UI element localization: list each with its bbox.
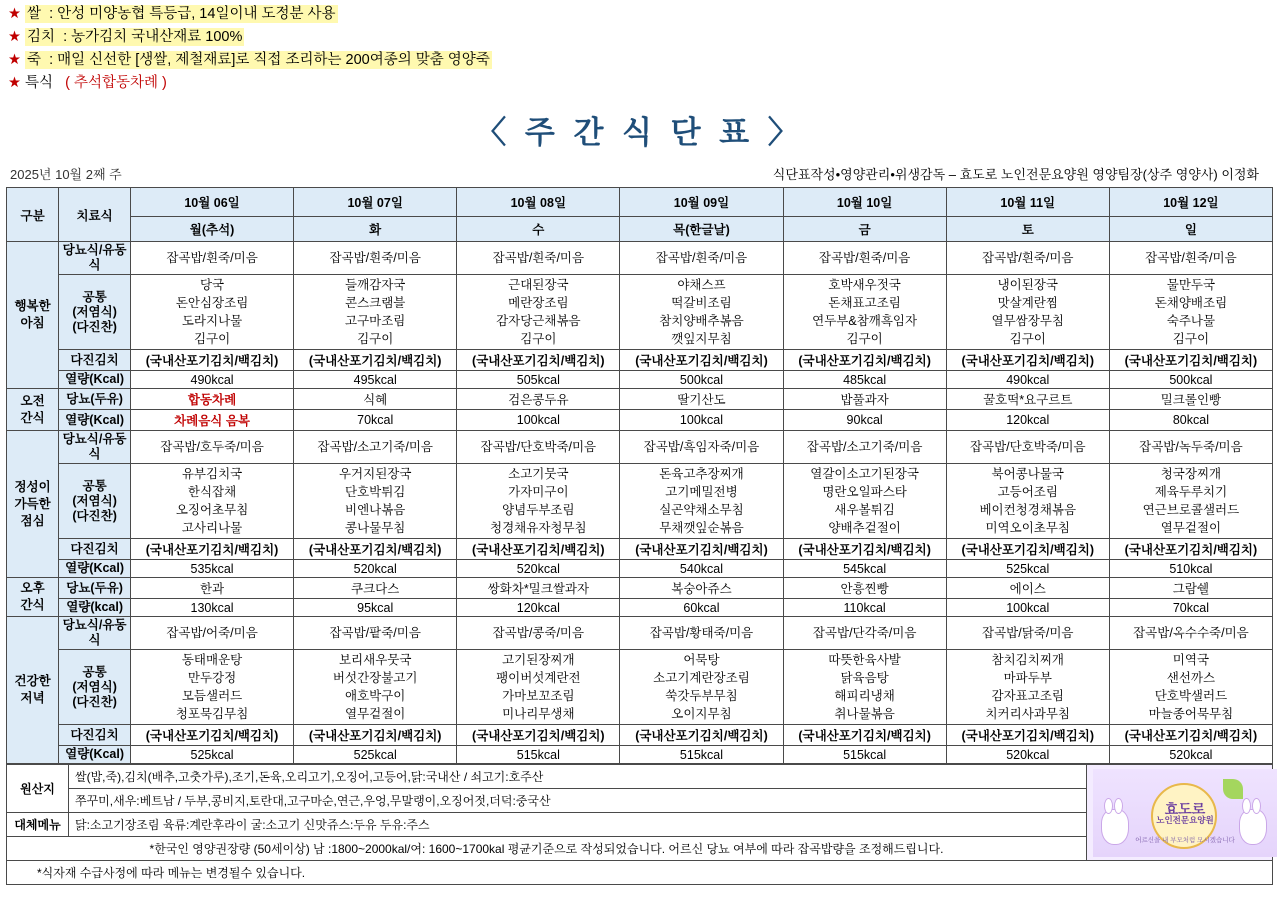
leaf-icon	[1223, 779, 1243, 799]
cell-breakfast-kcal-0: 490kcal	[130, 371, 293, 389]
row-label-kimchi: 다진김치	[59, 725, 131, 746]
cell-breakfast-diet-6: 잡곡밥/흰죽/미음	[1109, 242, 1272, 275]
cell-lunch-kcal-4: 545kcal	[783, 560, 946, 578]
cell-morning-snack-kcal-0: 차례음식 음복	[130, 410, 293, 431]
cell-afternoon-snack-2: 쌍화차*밀크쌀과자	[457, 578, 620, 599]
cell-lunch-kimchi-3: (국내산포기김치/백김치)	[620, 539, 783, 560]
logo-sub: 노인전문요양원	[1156, 814, 1214, 825]
cell-afternoon-snack-3: 복숭아쥬스	[620, 578, 783, 599]
section-label-afternoon-snack: 오후 간식	[7, 578, 59, 617]
cell-dinner-diet-4: 잡곡밥/단각죽/미음	[783, 617, 946, 650]
cell-dinner-kimchi-6: (국내산포기김치/백김치)	[1109, 725, 1272, 746]
note-label: 특식	[25, 75, 54, 91]
cell-dinner-common-3: 어묵탕 소고기계란장조림 쑥갓두부무침 오이지무침	[620, 650, 783, 725]
cell-dinner-common-6: 미역국 샌선까스 단호박샐러드 마늘종어묵무침	[1109, 650, 1272, 725]
cell-lunch-diet-0: 잡곡밥/호두죽/미음	[130, 431, 293, 464]
note-text: : 안성 미양농협 특등급, 14일이내 도정분 사용	[49, 6, 336, 22]
cell-dinner-kimchi-0: (국내산포기김치/백김치)	[130, 725, 293, 746]
cell-lunch-common-5: 북어콩나물국 고등어조림 베이컨청경채볶음 미역오이초무침	[946, 464, 1109, 539]
cell-afternoon-snack-kcal-6: 70kcal	[1109, 599, 1272, 617]
cell-breakfast-kimchi-0: (국내산포기김치/백김치)	[130, 350, 293, 371]
header-day-2: 수	[457, 217, 620, 242]
cell-breakfast-common-2: 근대된장국 메란장조림 감자당근채볶음 김구이	[457, 275, 620, 350]
cell-morning-snack-kcal-4: 90kcal	[783, 410, 946, 431]
cell-lunch-kcal-0: 535kcal	[130, 560, 293, 578]
cell-lunch-kimchi-1: (국내산포기김치/백김치)	[294, 539, 457, 560]
star-icon: ★	[8, 29, 21, 45]
footer-table	[6, 764, 1273, 885]
note-special	[8, 73, 1273, 93]
cell-breakfast-kcal-3: 500kcal	[620, 371, 783, 389]
cell-breakfast-common-4: 호박새우젓국 돈채표고조림 연두부&참깨흑임자 김구이	[783, 275, 946, 350]
cell-dinner-kimchi-3: (국내산포기김치/백김치)	[620, 725, 783, 746]
cell-breakfast-diet-1: 잡곡밥/흰죽/미음	[294, 242, 457, 275]
footer-note-2: *식자재 수급사정에 따라 메뉴는 변경될수 있습니다.	[7, 861, 1273, 885]
cell-breakfast-diet-3: 잡곡밥/흰죽/미음	[620, 242, 783, 275]
header-day-1: 화	[294, 217, 457, 242]
cell-dinner-common-1: 보리새우뭇국 버섯간장불고기 애호박구이 열무겉절이	[294, 650, 457, 725]
cell-afternoon-snack-4: 안흥찐빵	[783, 578, 946, 599]
row-label-snack-kcal: 열량(Kcal)	[59, 410, 131, 431]
cell-dinner-diet-0: 잡곡밥/어죽/미음	[130, 617, 293, 650]
header-chiryo: 치료식	[59, 188, 131, 242]
cell-morning-snack-0: 합동차례	[130, 389, 293, 410]
cell-breakfast-common-5: 냉이된장국 맛살계란찜 열무쌈장무침 김구이	[946, 275, 1109, 350]
row-label-kimchi: 다진김치	[59, 350, 131, 371]
cell-breakfast-common-1: 들깨감자국 콘스크램블 고구마조림 김구이	[294, 275, 457, 350]
note-label: 쌀	[27, 6, 42, 22]
cell-afternoon-snack-6: 그람쉘	[1109, 578, 1272, 599]
cell-morning-snack-kcal-3: 100kcal	[620, 410, 783, 431]
cell-lunch-common-0: 유부김치국 한식잡채 오징어초무침 고사리나물	[130, 464, 293, 539]
cell-dinner-common-0: 동태매운탕 만두강정 모듬샐러드 청포묵김무침	[130, 650, 293, 725]
cell-morning-snack-kcal-6: 80kcal	[1109, 410, 1272, 431]
cell-lunch-common-1: 우거지된장국 단호박튀김 비엔나볶음 콩나물무침	[294, 464, 457, 539]
row-label-kcal: 열량(Kcal)	[59, 371, 131, 389]
cell-breakfast-kcal-1: 495kcal	[294, 371, 457, 389]
note-rice	[8, 4, 1273, 24]
row-label-kcal: 열량(Kcal)	[59, 560, 131, 578]
cell-lunch-kimchi-2: (국내산포기김치/백김치)	[457, 539, 620, 560]
header-day-6: 일	[1109, 217, 1272, 242]
cell-breakfast-common-6: 물만두국 돈채양배조림 숙주나물 김구이	[1109, 275, 1272, 350]
cell-dinner-diet-6: 잡곡밥/옥수수죽/미음	[1109, 617, 1272, 650]
cell-dinner-kcal-2: 515kcal	[457, 746, 620, 764]
cell-afternoon-snack-kcal-4: 110kcal	[783, 599, 946, 617]
header-date-5: 10월 11일	[946, 188, 1109, 217]
cell-lunch-common-3: 돈육고추장찌개 고기메밀전병 실곤약채소무침 무채깻잎순볶음	[620, 464, 783, 539]
row-label-diet: 당뇨식/유동식	[59, 617, 131, 650]
cell-dinner-diet-1: 잡곡밥/팥죽/미음	[294, 617, 457, 650]
header-day-0: 월(추석)	[130, 217, 293, 242]
cell-morning-snack-kcal-2: 100kcal	[457, 410, 620, 431]
page-title: 〈 주 간 식 단 표 〉	[475, 115, 804, 150]
logo-tagline: 어르신을 내 부모처럼 모시겠습니다	[1135, 836, 1235, 844]
cell-breakfast-kimchi-5: (국내산포기김치/백김치)	[946, 350, 1109, 371]
cell-breakfast-kimchi-6: (국내산포기김치/백김치)	[1109, 350, 1272, 371]
row-label-snack-diet: 당뇨(두유)	[59, 578, 131, 599]
cell-afternoon-snack-kcal-0: 130kcal	[130, 599, 293, 617]
section-label-breakfast: 행복한 아침	[7, 242, 59, 389]
logo-name: 효도로	[1164, 800, 1206, 817]
note-label: 죽	[27, 52, 42, 68]
cell-dinner-kimchi-1: (국내산포기김치/백김치)	[294, 725, 457, 746]
cell-lunch-kimchi-6: (국내산포기김치/백김치)	[1109, 539, 1272, 560]
cell-breakfast-kcal-2: 505kcal	[457, 371, 620, 389]
cell-lunch-kcal-3: 540kcal	[620, 560, 783, 578]
cell-afternoon-snack-0: 한과	[130, 578, 293, 599]
notes-block	[8, 4, 1273, 93]
subheader	[10, 164, 1269, 183]
section-label-lunch: 정성이 가득한 점심	[7, 431, 59, 578]
cell-lunch-diet-2: 잡곡밥/단호박죽/미음	[457, 431, 620, 464]
cell-dinner-kcal-3: 515kcal	[620, 746, 783, 764]
star-icon: ★	[8, 52, 21, 68]
cell-breakfast-kcal-5: 490kcal	[946, 371, 1109, 389]
cell-lunch-kcal-2: 520kcal	[457, 560, 620, 578]
cell-lunch-diet-5: 잡곡밥/단호박죽/미음	[946, 431, 1109, 464]
cell-dinner-kcal-5: 520kcal	[946, 746, 1109, 764]
week-label: 2025년 10월 2째 주	[10, 167, 122, 182]
row-label-common: 공통 (저염식) (다진찬)	[59, 275, 131, 350]
note-label: 김치	[27, 29, 56, 45]
row-label-common: 공통 (저염식) (다진찬)	[59, 464, 131, 539]
cell-breakfast-common-0: 당국 돈안심장조림 도라지나물 김구이	[130, 275, 293, 350]
header-day-5: 토	[946, 217, 1109, 242]
row-label-diet: 당뇨식/유동식	[59, 242, 131, 275]
row-label-snack-kcal: 열량(kcal)	[59, 599, 131, 617]
cell-afternoon-snack-1: 쿠크다스	[294, 578, 457, 599]
row-label-diet: 당뇨식/유동식	[59, 431, 131, 464]
row-label-kimchi: 다진김치	[59, 539, 131, 560]
cell-lunch-kimchi-4: (국내산포기김치/백김치)	[783, 539, 946, 560]
header-date-0: 10월 06일	[130, 188, 293, 217]
cell-lunch-common-2: 소고기뭇국 가자미구이 양념두부조림 청경채유자청무침	[457, 464, 620, 539]
cell-lunch-diet-6: 잡곡밥/녹두죽/미음	[1109, 431, 1272, 464]
cell-dinner-diet-5: 잡곡밥/닭죽/미음	[946, 617, 1109, 650]
cell-afternoon-snack-kcal-1: 95kcal	[294, 599, 457, 617]
note-porridge	[8, 50, 1273, 70]
cell-dinner-kcal-4: 515kcal	[783, 746, 946, 764]
cell-lunch-diet-1: 잡곡밥/소고기죽/미음	[294, 431, 457, 464]
origin-line-1: 쌀(밥,죽),김치(배추,고춧가루),조기,돈육,오리고기,오징어,고등어,닭:국내산 / 쇠고기:호주산	[69, 765, 1087, 789]
cell-dinner-kimchi-2: (국내산포기김치/백김치)	[457, 725, 620, 746]
origin-label: 원산지	[7, 765, 69, 813]
cell-breakfast-diet-2: 잡곡밥/흰죽/미음	[457, 242, 620, 275]
cell-afternoon-snack-kcal-5: 100kcal	[946, 599, 1109, 617]
cell-lunch-kimchi-0: (국내산포기김치/백김치)	[130, 539, 293, 560]
note-text: ( 추석합동차례 )	[65, 75, 167, 91]
row-label-snack-diet: 당뇨(두유)	[59, 389, 131, 410]
cell-dinner-kcal-6: 520kcal	[1109, 746, 1272, 764]
header-date-2: 10월 08일	[457, 188, 620, 217]
cell-lunch-kcal-6: 510kcal	[1109, 560, 1272, 578]
section-label-dinner: 건강한 저녁	[7, 617, 59, 764]
cell-breakfast-kimchi-2: (국내산포기김치/백김치)	[457, 350, 620, 371]
cell-morning-snack-2: 검은콩두유	[457, 389, 620, 410]
cell-dinner-common-4: 따뜻한육사발 닭육음탕 해피리냉채 취나물볶음	[783, 650, 946, 725]
cell-afternoon-snack-kcal-3: 60kcal	[620, 599, 783, 617]
note-kimchi	[8, 27, 1273, 47]
cell-morning-snack-5: 꿀호떡*요구르트	[946, 389, 1109, 410]
cell-morning-snack-kcal-1: 70kcal	[294, 410, 457, 431]
header-date-1: 10월 07일	[294, 188, 457, 217]
cell-dinner-common-2: 고기된장찌개 팽이버섯계란전 가마보꼬조림 미나리무생채	[457, 650, 620, 725]
cell-lunch-kimchi-5: (국내산포기김치/백김치)	[946, 539, 1109, 560]
cell-lunch-kcal-1: 520kcal	[294, 560, 457, 578]
cell-lunch-common-6: 청국장찌개 제육두루치기 연근브로콜샐러드 열무겉절이	[1109, 464, 1272, 539]
cell-breakfast-diet-5: 잡곡밥/흰죽/미음	[946, 242, 1109, 275]
cell-breakfast-diet-4: 잡곡밥/흰죽/미음	[783, 242, 946, 275]
note-text: : 농가김치 국내산재료 100%	[63, 29, 243, 45]
cell-lunch-diet-3: 잡곡밥/흑임자죽/미음	[620, 431, 783, 464]
cell-morning-snack-kcal-5: 120kcal	[946, 410, 1109, 431]
cell-lunch-kcal-5: 525kcal	[946, 560, 1109, 578]
header-date-6: 10월 12일	[1109, 188, 1272, 217]
cell-breakfast-kcal-6: 500kcal	[1109, 371, 1272, 389]
cell-afternoon-snack-5: 에이스	[946, 578, 1109, 599]
menu-table	[6, 187, 1273, 764]
cell-dinner-common-5: 참치김치찌개 마파두부 감자표고조림 치커리사과무침	[946, 650, 1109, 725]
cell-dinner-kimchi-4: (국내산포기김치/백김치)	[783, 725, 946, 746]
star-icon: ★	[8, 6, 21, 22]
cell-dinner-diet-3: 잡곡밥/황태죽/미음	[620, 617, 783, 650]
credit-line: 식단표작성•영양관리•위생감독 – 효도로 노인전문요양원 영양팀장(상주 영양사) 이정화	[772, 167, 1259, 182]
cell-afternoon-snack-kcal-2: 120kcal	[457, 599, 620, 617]
header-date-4: 10월 10일	[783, 188, 946, 217]
cell-breakfast-common-3: 야채스프 떡갈비조림 참치양배추볶음 깻잎지무침	[620, 275, 783, 350]
header-day-3: 목(한글날)	[620, 217, 783, 242]
footer-note-1: *한국인 영양권장량 (50세이상) 남 :1800~2000kal/여: 1600~1700kal 평균기준으로 작성되었습니다. 어르신 당뇨 여부에 따라 잡곡밥량을 조정해드립니다.	[7, 837, 1087, 861]
cell-breakfast-kimchi-1: (국내산포기김치/백김치)	[294, 350, 457, 371]
header-date-3: 10월 09일	[620, 188, 783, 217]
cell-dinner-diet-2: 잡곡밥/콩죽/미음	[457, 617, 620, 650]
alt-menu-label: 대체메뉴	[7, 813, 69, 837]
header-gubun: 구분	[7, 188, 59, 242]
cell-dinner-kcal-0: 525kcal	[130, 746, 293, 764]
section-label-morning-snack: 오전 간식	[7, 389, 59, 431]
header-day-4: 금	[783, 217, 946, 242]
alt-menu-line: 닭:소고기장조림 육류:계란후라이 굴:소고기 신맛쥬스:두유 두유:주스	[69, 813, 1087, 837]
cell-morning-snack-3: 딸기산도	[620, 389, 783, 410]
cell-lunch-common-4: 열갈이소고기된장국 명란오일파스타 새우볼튀김 양배추겉절이	[783, 464, 946, 539]
facility-logo	[1087, 765, 1273, 861]
origin-line-2: 쭈꾸미,새우:베트남 / 두부,콩비지,토란대,고구마순,연근,우엉,무말랭이,오징어젓,더덕:중국산	[69, 789, 1087, 813]
row-label-common: 공통 (저염식) (다진찬)	[59, 650, 131, 725]
note-text: : 매일 신선한 [생쌀, 제철재료]로 직접 조리하는 200여종의 맞춤 영양죽	[49, 52, 490, 68]
cell-morning-snack-4: 밥풀과자	[783, 389, 946, 410]
cell-morning-snack-1: 식혜	[294, 389, 457, 410]
cell-dinner-kcal-1: 525kcal	[294, 746, 457, 764]
cell-breakfast-diet-0: 잡곡밥/흰죽/미음	[130, 242, 293, 275]
cell-breakfast-kimchi-4: (국내산포기김치/백김치)	[783, 350, 946, 371]
cell-dinner-kimchi-5: (국내산포기김치/백김치)	[946, 725, 1109, 746]
cell-breakfast-kcal-4: 485kcal	[783, 371, 946, 389]
star-icon: ★	[8, 75, 21, 91]
cell-morning-snack-6: 밀크롤인빵	[1109, 389, 1272, 410]
cell-lunch-diet-4: 잡곡밥/소고기죽/미음	[783, 431, 946, 464]
cell-breakfast-kimchi-3: (국내산포기김치/백김치)	[620, 350, 783, 371]
row-label-kcal: 열량(Kcal)	[59, 746, 131, 764]
